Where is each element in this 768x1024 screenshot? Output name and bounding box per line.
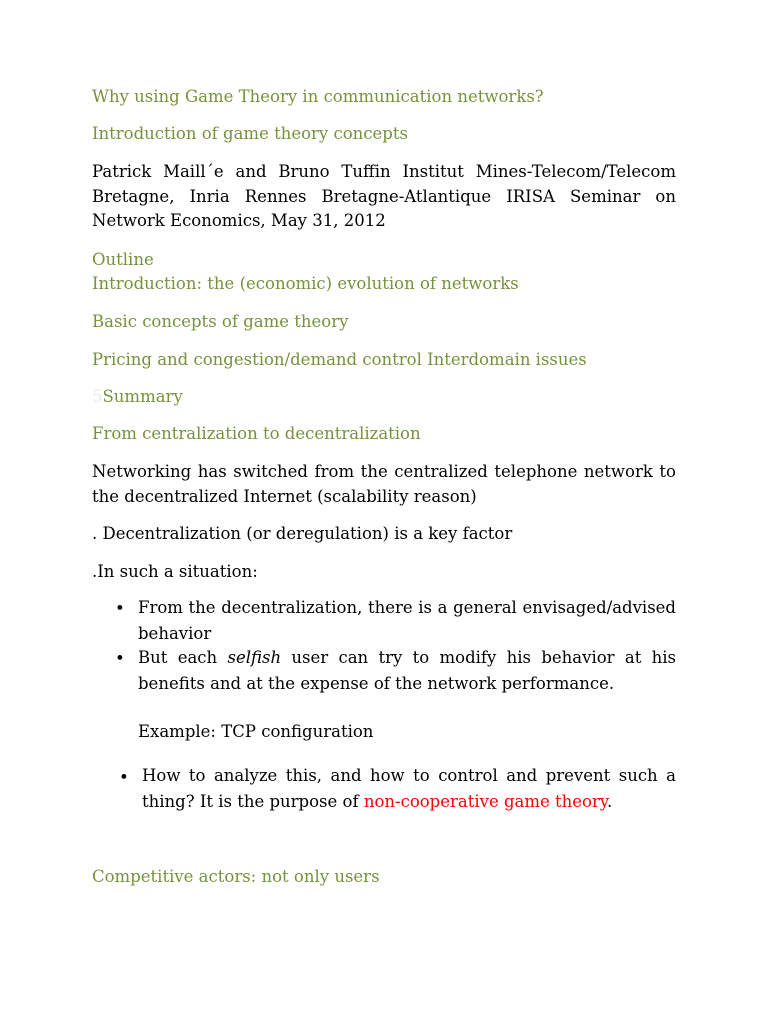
bullet-dot: •: [115, 649, 125, 668]
authors-paragraph: Patrick Maill´e and Bruno Tuffin Institut Mines-Telecom/Telecom Bretagne, Inria Rennes Bretagne-Atlantique IRISA Seminar on Network Economics, May 31, 2012: [92, 162, 676, 230]
outline-item-basic-concepts: Basic concepts of game theory: [92, 312, 349, 331]
networking-paragraph: Networking has switched from the centralized telephone network to the decentralized Internet (scalability reason): [92, 462, 676, 506]
bullet-selfish-pre: But each: [138, 648, 228, 667]
bullet-selfish-post: user can try to modify his behavior at his benefits and at the expense of the network performance.: [138, 648, 677, 693]
heading-why-game-theory: Why using Game Theory in communication networks?: [92, 87, 544, 106]
outline-item-pricing: Pricing and congestion/demand control Interdomain issues: [92, 350, 587, 369]
outline-item-summary: [92, 385, 676, 409]
bullet-decentralization: From the decentralization, there is a general envisaged/advised behavior: [138, 598, 676, 643]
outline-item-number: 5: [92, 387, 103, 406]
outline-item-summary-label: Summary: [102, 387, 183, 406]
bullet-selfish-user: [138, 645, 676, 697]
bullet-analyze-pre: How to analyze this, and how to control and prevent such a thing? It is the purpose of: [142, 766, 676, 811]
bullet-dot: •: [119, 768, 129, 787]
bullet-analyze-post: .: [607, 792, 613, 811]
heading-outline: Outline: [92, 250, 154, 269]
bullet-analyze: [142, 763, 676, 815]
heading-introduction: Introduction of game theory concepts: [92, 124, 408, 143]
selfish-emphasis: selfish: [227, 648, 282, 667]
outline-item-introduction: Introduction: the (economic) evolution of networks: [92, 274, 519, 293]
bullet-dot: •: [115, 599, 125, 618]
non-cooperative-highlight: non-cooperative game theory: [363, 792, 608, 811]
situation-line: .In such a situation:: [92, 562, 258, 581]
heading-competitive-actors: Competitive actors: not only users: [92, 867, 380, 886]
heading-centralization: From centralization to decentralization: [92, 424, 421, 443]
decentralization-line: . Decentralization (or deregulation) is a key factor: [92, 524, 513, 543]
example-line: Example: TCP configuration: [138, 722, 374, 741]
